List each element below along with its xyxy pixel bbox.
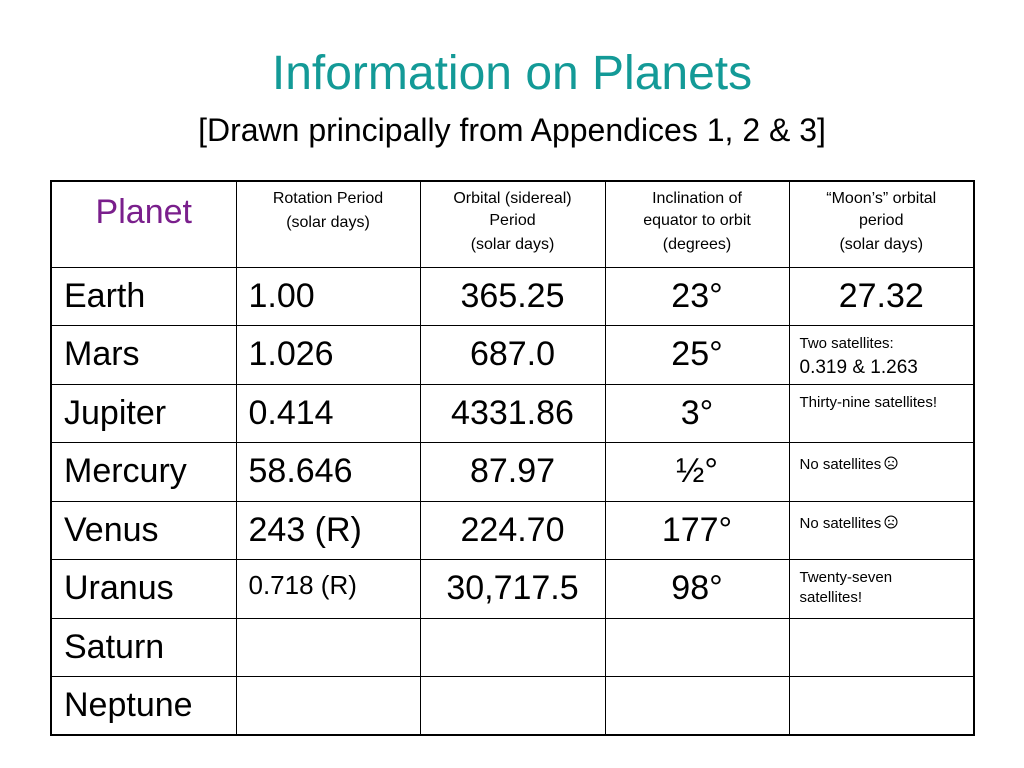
cell-rotation — [236, 560, 420, 619]
page-title: Information on Planets — [271, 47, 753, 100]
cell-moon — [789, 618, 974, 677]
header-moon — [789, 181, 974, 267]
planet-name: Venus — [64, 510, 159, 549]
cell-inclination — [605, 443, 789, 502]
cell-orbital — [420, 384, 605, 443]
header-orbital-line3: (solar days) — [470, 236, 555, 253]
orbital-value: 365.25 — [460, 276, 565, 315]
planet-name: Saturn — [64, 627, 165, 666]
inclination-value: 177° — [661, 510, 733, 549]
rotation-value: 1.00 — [248, 276, 315, 315]
cell-orbital — [420, 443, 605, 502]
cell-inclination — [605, 618, 789, 677]
cell-planet — [51, 326, 236, 385]
cell-orbital — [420, 501, 605, 560]
cell-rotation — [236, 384, 420, 443]
orbital-value: 687.0 — [469, 335, 556, 373]
table-row — [51, 267, 974, 326]
header-orbital — [420, 181, 605, 267]
table-row — [51, 384, 974, 443]
cell-orbital — [420, 560, 605, 619]
cell-inclination — [605, 384, 789, 443]
planet-name: Mars — [64, 335, 140, 373]
orbital-value: 224.70 — [460, 510, 565, 549]
moon-note: No satellites — [799, 456, 882, 473]
rotation-value: 1.026 — [248, 335, 334, 373]
cell-moon — [789, 267, 974, 326]
cell-rotation — [236, 443, 420, 502]
frown-face-icon — [884, 456, 898, 470]
moon-note-line1: Twenty-seven — [799, 569, 893, 586]
cell-planet — [51, 677, 236, 736]
moon-note-line2: satellites! — [799, 589, 863, 606]
table-row — [51, 677, 974, 736]
planet-name: Uranus — [64, 569, 174, 607]
rotation-value: 58.646 — [248, 452, 353, 490]
cell-inclination — [605, 326, 789, 385]
header-planet — [51, 181, 236, 267]
rotation-value: 243 (R) — [248, 510, 362, 549]
cell-rotation — [236, 677, 420, 736]
cell-rotation — [236, 501, 420, 560]
cell-orbital — [420, 618, 605, 677]
moon-note: Thirty-nine satellites! — [799, 393, 938, 411]
table-row — [51, 560, 974, 619]
rotation-value: 0.718 (R) — [248, 570, 357, 600]
cell-orbital — [420, 677, 605, 736]
moon-note-line2: 0.319 & 1.263 — [799, 357, 918, 378]
table-row — [51, 443, 974, 502]
planet-name: Jupiter — [64, 393, 167, 432]
header-moon-line1: “Moon’s” orbital — [826, 190, 937, 207]
inclination-value: 98° — [671, 569, 723, 607]
inclination-value: 23° — [671, 276, 723, 315]
inclination-value: 25° — [671, 335, 723, 373]
cell-moon — [789, 677, 974, 736]
cell-inclination — [605, 267, 789, 326]
inclination-value: ½° — [676, 452, 718, 490]
cell-planet — [51, 443, 236, 502]
table-row — [51, 501, 974, 560]
header-rotation-line2: (solar days) — [286, 214, 370, 231]
header-rotation — [236, 181, 420, 267]
header-inclination — [605, 181, 789, 267]
cell-rotation — [236, 267, 420, 326]
header-inclination-line3: (degrees) — [662, 236, 732, 253]
cell-planet — [51, 618, 236, 677]
planet-name: Mercury — [64, 452, 187, 490]
cell-moon — [789, 384, 974, 443]
cell-inclination — [605, 677, 789, 736]
header-orbital-line1: Orbital (sidereal) — [453, 190, 572, 207]
cell-rotation — [236, 326, 420, 385]
table-row — [51, 326, 974, 385]
header-inclination-line1: Inclination of — [652, 190, 742, 207]
orbital-value: 30,717.5 — [446, 569, 579, 607]
frown-face-icon — [884, 515, 898, 529]
rotation-value: 0.414 — [248, 393, 334, 432]
cell-moon — [789, 501, 974, 560]
moon-value: 27.32 — [838, 276, 924, 315]
page-subtitle: [Drawn principally from Appendices 1, 2 & 3] — [198, 112, 826, 148]
cell-moon — [789, 443, 974, 502]
cell-moon — [789, 326, 974, 385]
planet-name: Earth — [64, 276, 146, 315]
moon-note-line1: Two satellites: — [799, 335, 894, 352]
cell-planet — [51, 384, 236, 443]
table-row — [51, 618, 974, 677]
cell-planet — [51, 560, 236, 619]
cell-inclination — [605, 560, 789, 619]
orbital-value: 4331.86 — [451, 393, 574, 432]
cell-inclination — [605, 501, 789, 560]
planet-name: Neptune — [64, 686, 193, 724]
cell-planet — [51, 501, 236, 560]
header-moon-line3: (solar days) — [839, 236, 924, 253]
cell-moon — [789, 560, 974, 619]
cell-rotation — [236, 618, 420, 677]
moon-note: No satellites — [799, 514, 882, 532]
header-planet-label: Planet — [95, 193, 192, 231]
cell-planet — [51, 267, 236, 326]
cell-orbital — [420, 326, 605, 385]
inclination-value: 3° — [680, 393, 714, 432]
table-header-row — [51, 181, 974, 267]
header-rotation-line1: Rotation Period — [272, 190, 384, 207]
header-inclination-line2: equator to orbit — [643, 212, 751, 229]
header-orbital-line2: Period — [489, 212, 536, 229]
planets-table — [50, 180, 975, 736]
cell-orbital — [420, 267, 605, 326]
header-moon-line2: period — [859, 212, 904, 229]
orbital-value: 87.97 — [469, 452, 556, 490]
